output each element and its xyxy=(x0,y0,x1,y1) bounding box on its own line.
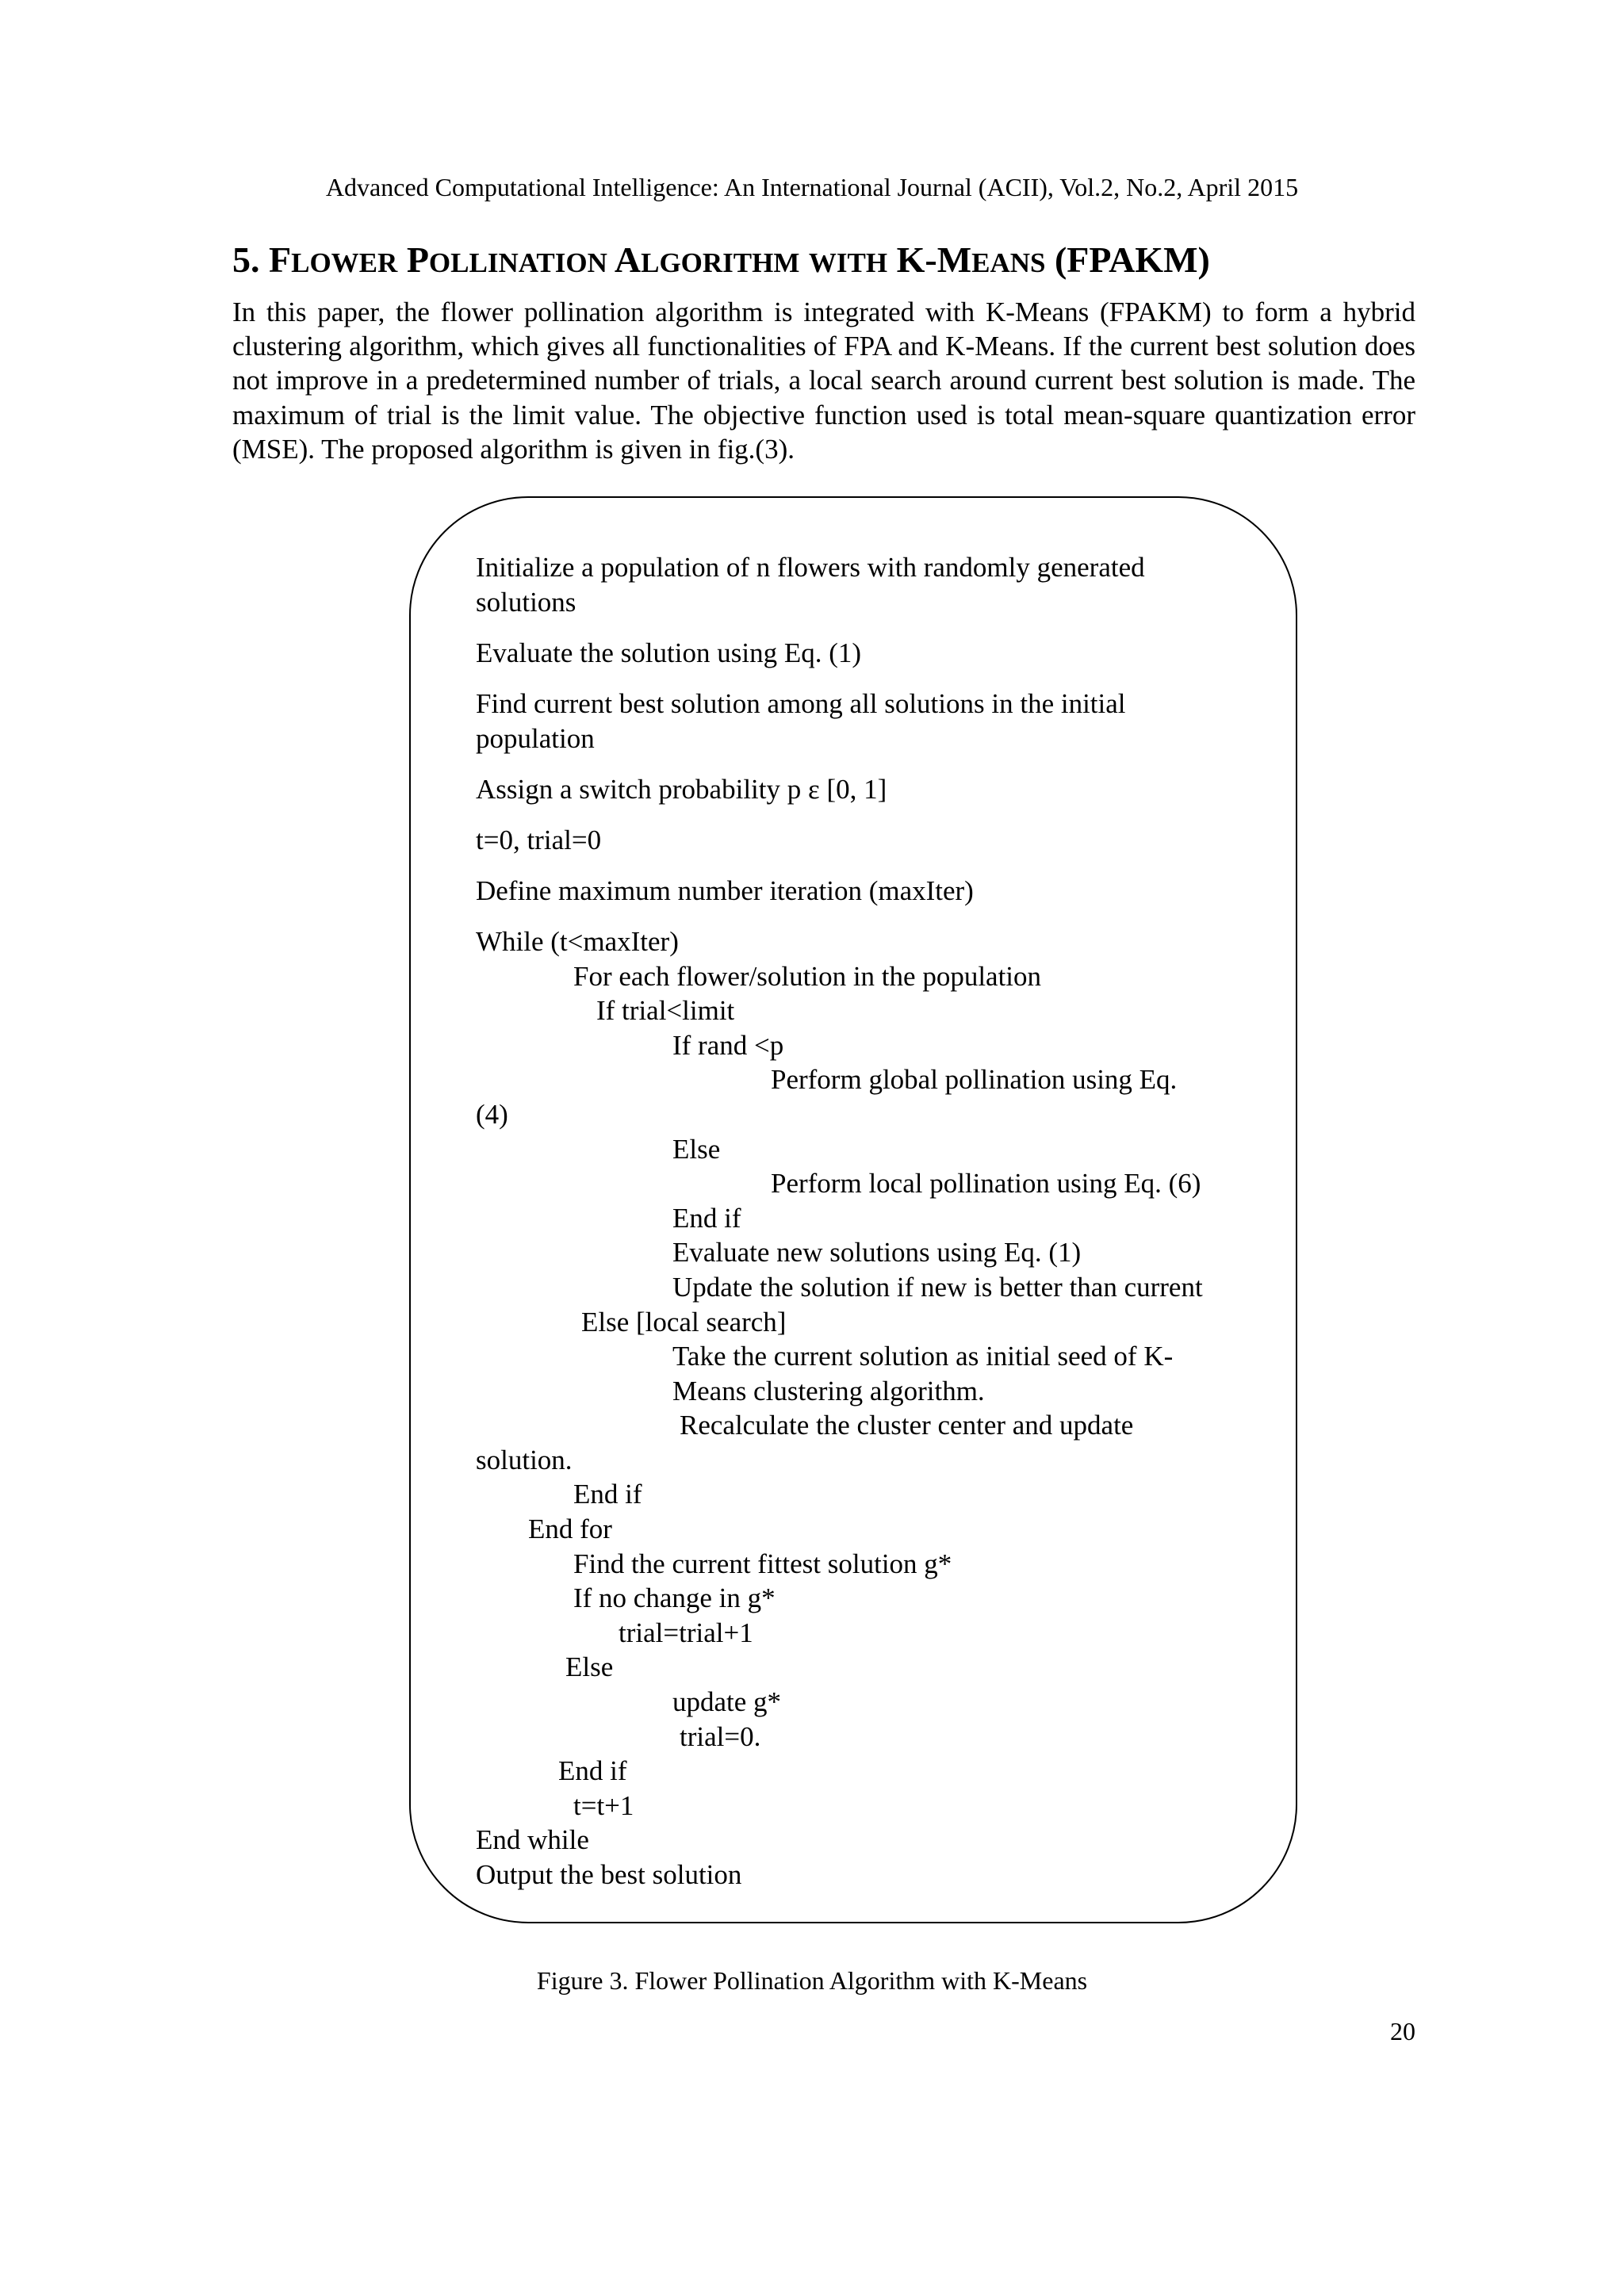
algorithm-line: Means clustering algorithm. xyxy=(672,1376,985,1406)
figure-caption: Figure 3. Flower Pollination Algorithm with K-Means xyxy=(536,1966,1088,1995)
section-title xyxy=(232,238,1210,285)
algorithm-line: Recalculate the cluster center and update xyxy=(680,1410,1134,1441)
algorithm-line: Output the best solution xyxy=(476,1859,742,1890)
algorithm-line: Else [local search] xyxy=(581,1307,787,1337)
title-word-kmeans: K-MEANS xyxy=(896,239,1046,280)
title-abbrev: (FPAKM) xyxy=(1054,239,1210,280)
algorithm-line: solution. xyxy=(476,1445,573,1475)
algorithm-line: Perform global pollination using Eq. xyxy=(771,1064,1178,1095)
algorithm-line: Perform local pollination using Eq. (6) xyxy=(771,1168,1201,1199)
title-word-algorithm: ALGORITHM xyxy=(614,239,800,280)
algorithm-line: population xyxy=(476,723,595,754)
algorithm-line: Find current best solution among all solutions in the initial xyxy=(476,688,1126,719)
algorithm-line: Evaluate the solution using Eq. (1) xyxy=(476,637,862,668)
algorithm-line: t=0, trial=0 xyxy=(476,825,602,855)
algorithm-line: End for xyxy=(528,1513,612,1544)
algorithm-line: update g* xyxy=(672,1686,782,1717)
algorithm-line: Initialize a population of n flowers with randomly generated xyxy=(476,552,1145,583)
algorithm-line: While (t<maxIter) xyxy=(476,926,679,957)
algorithm-line: trial=trial+1 xyxy=(619,1617,753,1648)
algorithm-line: End if xyxy=(573,1479,642,1510)
algorithm-line: End if xyxy=(558,1755,627,1786)
page-number: 20 xyxy=(1390,2017,1415,2045)
algorithm-line: Assign a switch probability p ε [0, 1] xyxy=(476,774,887,805)
intro-paragraph: In this paper, the flower pollination algorithm is integrated with K-Means (FPAKM) to form a hybrid clustering algorithm, which gives all functionalities of FPA and K-Means. If the current best solution does not improve in a predetermined number of trials, a local search around current best solution is made. The maximum of trial is the limit value. The objective function used is total mean-square quantization error (MSE). The proposed algorithm is given in fig.(3). xyxy=(232,297,1415,465)
algorithm-line: For each flower/solution in the population xyxy=(573,961,1042,992)
algorithm-line: Take the current solution as initial seed of K- xyxy=(672,1341,1174,1372)
algorithm-line: Else xyxy=(672,1134,721,1165)
algorithm-line: solutions xyxy=(476,587,576,618)
algorithm-line: Evaluate new solutions using Eq. (1) xyxy=(672,1237,1082,1268)
algorithm-line: End if xyxy=(672,1203,741,1234)
title-word-flower: FLOWER xyxy=(269,239,398,280)
title-word-with: WITH xyxy=(808,247,888,278)
section-number: 5. xyxy=(232,239,269,280)
title-word-pollination: POLLINATION xyxy=(406,239,607,280)
algorithm-line: Update the solution if new is better than current xyxy=(672,1272,1203,1303)
journal-header: Advanced Computational Intelligence: An International Journal (ACII), Vol.2, No.2, April 2015 xyxy=(325,173,1299,201)
algorithm-line: (4) xyxy=(476,1099,508,1130)
algorithm-line: If rand <p xyxy=(672,1030,784,1061)
algorithm-line: If no change in g* xyxy=(573,1582,776,1613)
algorithm-line: Find the current fittest solution g* xyxy=(573,1548,952,1579)
algorithm-line: Else xyxy=(565,1651,614,1682)
algorithm-line: trial=0. xyxy=(680,1721,761,1752)
algorithm-line: If trial<limit xyxy=(596,995,735,1026)
algorithm-line: End while xyxy=(476,1824,589,1855)
algorithm-line: Define maximum number iteration (maxIter) xyxy=(476,875,974,906)
algorithm-line: t=t+1 xyxy=(573,1790,634,1821)
